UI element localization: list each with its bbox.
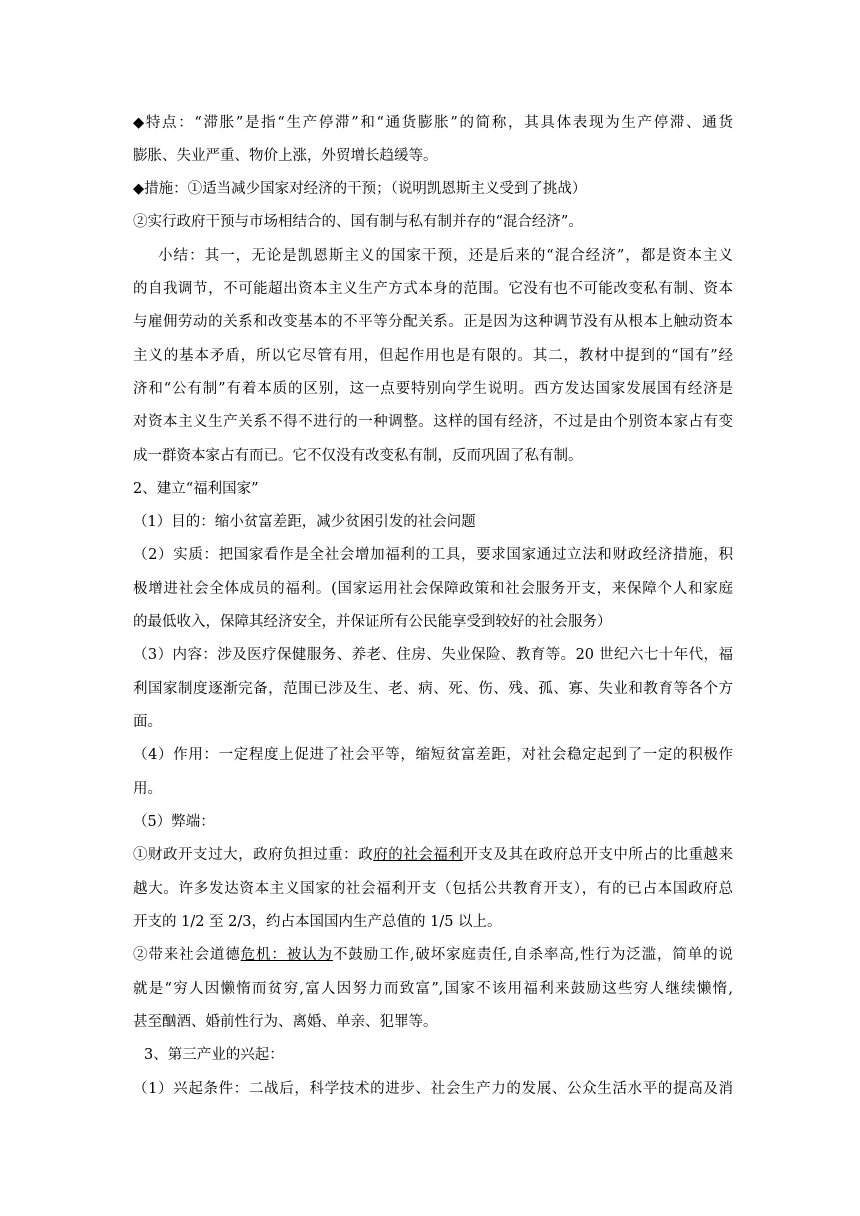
text-line: 极增进社会全体成员的福利。(国家运用社会保障政策和社会服务开支，来保障个人和家庭 [133, 581, 733, 597]
text-line: （3）内容：涉及医疗保健服务、养老、住房、失业保险、教育等。20 世纪六七十年代，福 [133, 647, 733, 663]
section-heading: 3、第三产业的兴起： [144, 1047, 284, 1063]
text-line: 用。 [133, 781, 162, 797]
text-line: 与雇佣劳动的关系和改变基本的不平等分配关系。正是因为这种调节没有从根本上触动资本 [133, 314, 733, 330]
text-line: 利国家制度逐渐完备，范围已涉及生、老、病、死、伤、残、孤、寡、失业和教育等各个方 [133, 681, 733, 697]
text-line: 甚至酗酒、婚前性行为、离婚、单亲、犯罪等。 [133, 1014, 438, 1030]
text-line: 小结：其一，无论是凯恩斯主义的国家干预，还是后来的“混合经济”，都是资本主义 [158, 248, 733, 264]
text-line: 对资本主义生产关系不得不进行的一种调整。这样的国有经济，不过是由个别资本家占有变 [133, 414, 733, 430]
text-line: 面。 [133, 714, 162, 730]
text-line: 开支的 1/2 至 2/3，约占本国国内生产总值的 1/5 以上。 [133, 914, 502, 930]
text-line: （2）实质：把国家看作是全社会增加福利的工具，要求国家通过立法和财政经济措施，积 [133, 547, 733, 563]
underlined-text: 危机：被认为 [240, 947, 333, 963]
subsection-heading: （5）弊端： [133, 814, 215, 830]
text-span: ②带来社会道德 [133, 947, 241, 963]
underlined-text: 府的社会福利 [373, 847, 464, 863]
text-span: ①财政开支过大，政府负担过重：政 [133, 847, 374, 863]
text-line: 主义的基本矛盾，所以它尽管有用，但起作用也是有限的。其二，教材中提到的“国有”经 [133, 348, 733, 364]
text-line: 膨胀、失业严重、物价上涨，外贸增长趋缓等。 [133, 148, 438, 164]
text-line [133, 845, 733, 865]
text-line: 的最低收入，保障其经济安全，并保证所有公民能享受到较好的社会服务） [133, 614, 612, 630]
text-line: （1）兴起条件：二战后，科学技术的进步、社会生产力的发展、公众生活水平的提高及消 [133, 1081, 733, 1097]
text-line: ◆措施：①适当减少国家对经济的干预；（说明凯恩斯主义受到了挑战） [133, 181, 587, 197]
text-line: 的自我调节，不可能超出资本主义生产方式本身的范围。它没有也不可能改变私有制、资本 [133, 281, 733, 297]
text-line: 就是“穷人因懒惰而贫穷,富人因努力而致富”,国家不该用福利来鼓励这些穷人继续懒惰, [133, 981, 733, 997]
text-line: ◆特点：“滞胀”是指“生产停滞”和“通货膨胀”的简称，其具体表现为生产停滞、通货 [133, 115, 733, 131]
text-line: 成一群资本家占有而已。它不仅没有改变私有制，反而巩固了私有制。 [133, 448, 583, 464]
text-line: （4）作用：一定程度上促进了社会平等，缩短贫富差距，对社会稳定起到了一定的积极作 [133, 747, 733, 763]
text-line [133, 945, 733, 965]
text-line: 越大。许多发达资本主义国家的社会福利开支（包括公共教育开支），有的已占本国政府总 [133, 881, 733, 897]
text-line: ②实行政府干预与市场相结合的、国有制与私有制并存的“混合经济”。 [133, 214, 583, 230]
text-line: （1）目的：缩小贫富差距，减少贫困引发的社会问题 [133, 514, 476, 530]
section-heading: 2、建立“福利国家” [133, 481, 259, 497]
text-span: 开支及其在政府总开支中所占的比重越来 [463, 847, 734, 863]
text-span: 不鼓励工作,破坏家庭责任,自杀率高,性行为泛滥，简单的说 [332, 947, 734, 963]
text-line: 济和“公有制”有着本质的区别，这一点要特别向学生说明。西方发达国家发展国有经济是 [133, 381, 733, 397]
